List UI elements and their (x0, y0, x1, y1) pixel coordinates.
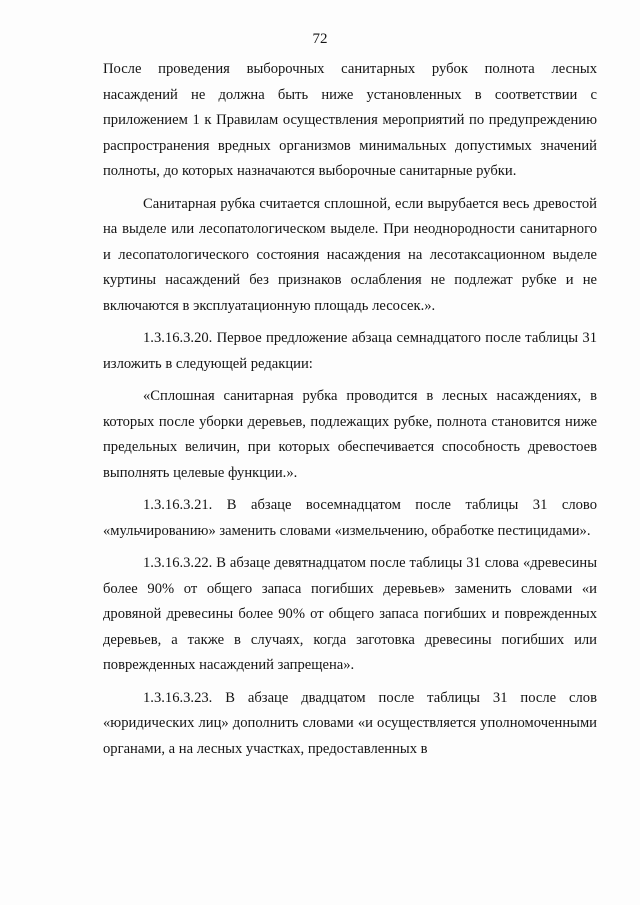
paragraph-sanitary-clearcut: Санитарная рубка считается сплошной, если вырубается весь древостой на выделе или лесопатологическом выделе. При неоднородности санитарного и лесопатологического состояния насаждения на лесотаксационном выделе куртины насаждений без признаков ослабления не подлежат рубке и не включаются в эксплуатационную площадь лесосек.». (103, 195, 597, 314)
paragraph-item-1-3-16-3-21: 1.3.16.3.21. В абзаце восемнадцатом после таблицы 31 слово «мульчированию» заменить словами «измельчению, обработке пестицидами». (103, 497, 597, 539)
page-number: 72 (312, 31, 328, 47)
paragraph-item-1-3-16-3-23: 1.3.16.3.23. В абзаце двадцатом после таблицы 31 после слов «юридических лиц» дополнить словами «и осуществляется уполномоченными органами, а на лесных участках, предоставленных в (103, 689, 597, 757)
paragraph-item-1-3-16-3-20: 1.3.16.3.20. Первое предложение абзаца семнадцатого после таблицы 31 изложить в следующей редакции: (103, 330, 597, 372)
document-body (103, 57, 597, 762)
paragraph-item-1-3-16-3-22: 1.3.16.3.22. В абзаце девятнадцатом после таблицы 31 слова «древесины более 90% от общего запаса погибших деревьев» заменить словами «и дровяной древесины более 90% от общего запаса погибших и поврежденных деревьев, а также в случаях, когда заготовка древесины погибших или поврежденных насаждений запрещена». (103, 555, 597, 673)
paragraph-quoted-new-wording: «Сплошная санитарная рубка проводится в лесных насаждениях, в которых после уборки деревьев, подлежащих рубке, полнота становится ниже предельных величин, при которых обеспечивается способность древостоев выполнять целевые функции.». (103, 388, 597, 481)
paragraph-continuation: После проведения выборочных санитарных рубок полнота лесных насаждений не должна быть ниже установленных в соответствии с приложением 1 к Правилам осуществления мероприятий по предупреждению распространения вредных организмов минимальных допустимых значений полноты, до которых назначаются выборочные санитарные рубки. (103, 61, 597, 179)
